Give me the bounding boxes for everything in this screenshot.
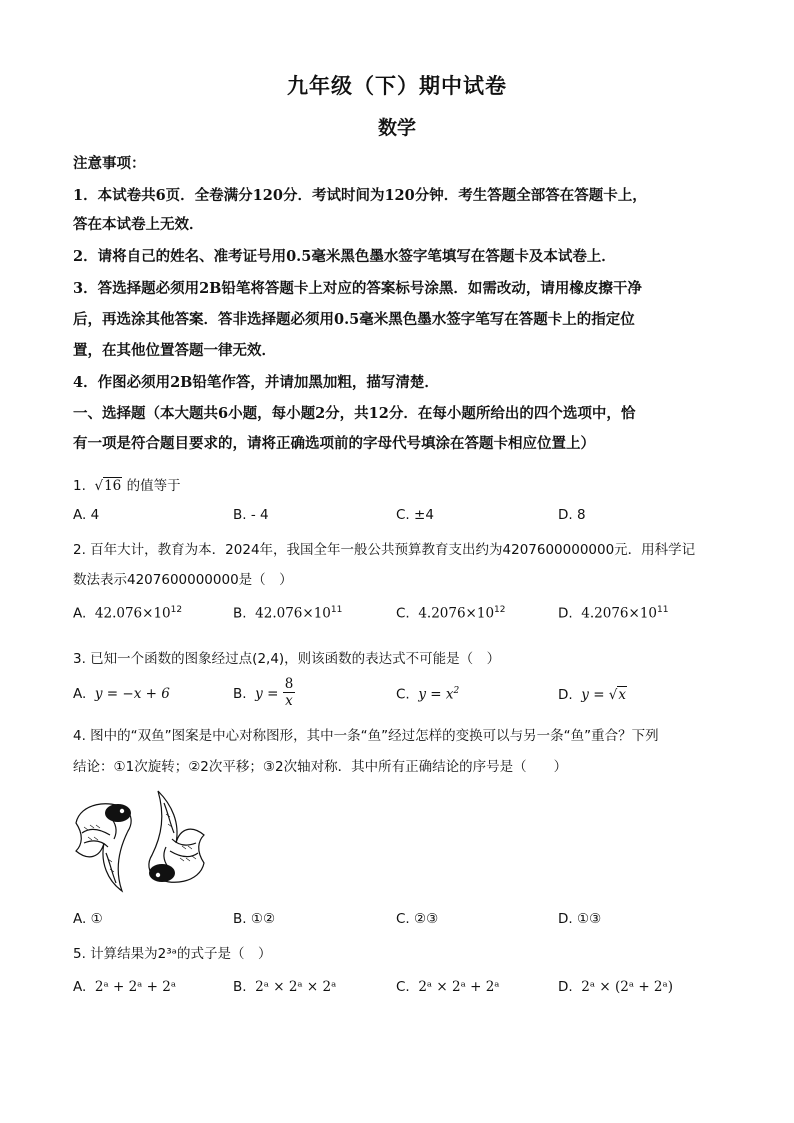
q1-option-a: A. 4 <box>73 507 100 523</box>
q2-line-1: 2. 百年大计，教育为本．2024年，我国全年一般公共预算教育支出约为4207600000000元．用科学记 <box>73 542 696 558</box>
q5-option-d: D. 2ᵃ × (2ᵃ + 2ᵃ) <box>558 979 673 995</box>
q3-option-a: A. y = −x + 6 <box>73 686 170 702</box>
notice-line-1b: 答在本试卷上无效． <box>73 216 204 233</box>
question-1: 1. √16 的值等于 <box>73 478 181 494</box>
notice-line-3c: 置，在其他位置答题一律无效． <box>73 342 276 359</box>
q3-line-1: 3. 已知一个函数的图象经过点(2,4)，则该函数的表达式不可能是（ ） <box>73 651 501 667</box>
q5-line-1: 5. 计算结果为2³ᵃ的式子是（ ） <box>73 946 272 962</box>
q3-option-c: C. $y = x^2$ <box>396 686 460 703</box>
notice-line-3a: 3．答选择题必须用2B铅笔将答题卡上对应的答案标号涂黑．如需改动，请用橡皮擦干净 <box>73 280 642 297</box>
section-line-2: 有一项是符合题目要求的，请将正确选项前的字母代号填涂在答题卡相应位置上） <box>73 435 595 452</box>
notice-heading: 注意事项： <box>73 155 146 172</box>
q2-line-2: 数法表示4207600000000是（ ） <box>73 572 293 588</box>
q4-option-a: A. ① <box>73 911 103 927</box>
q5-option-a: A. 2ᵃ + 2ᵃ + 2ᵃ <box>73 979 177 995</box>
q1-option-d: D. 8 <box>558 507 586 523</box>
q2-option-a: A. $42.076\times 10^{12}$ <box>73 605 183 622</box>
exam-subject: 数学 <box>377 117 416 139</box>
q4-option-b: B. ①② <box>233 911 276 927</box>
notice-line-1a: 1．本试卷共6页．全卷满分120分．考试时间为120分钟．考生答题全部答在答题卡上， <box>73 187 647 204</box>
exam-title: 九年级（下）期中试卷 <box>287 73 507 98</box>
q4-line-1: 4. 图中的“双鱼”图案是中心对称图形，其中一条“鱼”经过怎样的变换可以与另一条“鱼”重合？下列 <box>73 728 659 744</box>
notice-line-2: 2．请将自己的姓名、准考证号用0.5毫米黑色墨水签字笔填写在答题卡及本试卷上． <box>73 248 616 265</box>
q4-option-d: D. ①③ <box>558 911 602 927</box>
q4-option-c: C. ②③ <box>396 911 439 927</box>
q4-line-2: 结论：①1次旋转；②2次平移；③2次轴对称．其中所有正确结论的序号是（ ） <box>73 759 568 775</box>
q1-radicand: 16 <box>104 478 122 494</box>
q3-option-d: D. y = √x <box>558 687 627 703</box>
q2-option-b: B. $42.076\times 10^{11}$ <box>233 605 343 622</box>
q3-b-denominator: x <box>285 693 293 709</box>
q2-option-d: D. $4.2076\times 10^{11}$ <box>558 605 669 622</box>
q1-text: 的值等于 <box>126 478 181 494</box>
q3-b-numerator: 8 <box>284 676 294 692</box>
q1-number: 1. <box>73 478 86 494</box>
q1-option-b: B. - 4 <box>233 507 269 523</box>
section-line-1: 一、选择题（本大题共6小题，每小题2分，共12分．在每小题所给出的四个选项中，恰 <box>73 405 636 422</box>
double-fish-figure <box>70 783 210 903</box>
q3-option-b: B. y = $\frac{8}{x}$ <box>233 676 294 709</box>
notice-line-3b: 后，再选涂其他答案．答非选择题必须用0.5毫米黑色墨水签字笔写在答题卡上的指定位 <box>73 311 635 328</box>
q5-option-b: B. 2ᵃ × 2ᵃ × 2ᵃ <box>233 979 337 995</box>
q2-option-c: C. $4.2076\times 10^{12}$ <box>396 605 506 622</box>
q1-option-c: C. ±4 <box>396 507 434 523</box>
notice-line-4: 4．作图必须用2B铅笔作答，并请加黑加粗，描写清楚． <box>73 374 439 391</box>
q5-option-c: C. 2ᵃ × 2ᵃ + 2ᵃ <box>396 979 500 995</box>
